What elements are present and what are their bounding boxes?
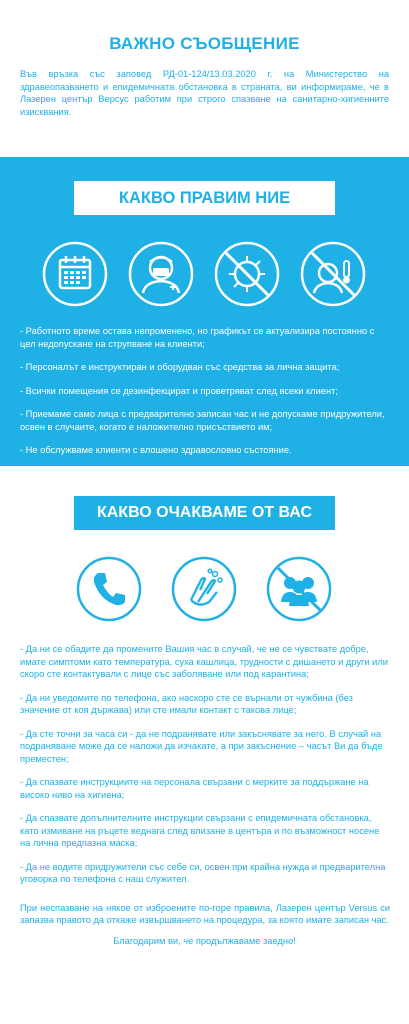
list-item: - Персоналът е инструктиран и оборудван със средства за лична защита; xyxy=(20,362,340,372)
what-we-expect-list xyxy=(20,643,390,938)
closing-text: При неспазване на някое от изброените по-горе правила, Лазерен център Versus си запазва правото да откаже извършването на процедура, за която имате записан час. xyxy=(20,902,390,925)
what-we-expect-banner: КАКВО ОЧАКВАМЕ ОТ ВАС xyxy=(74,496,335,530)
list-item: - Да ни се обадите да промените Вашия час в случай, че не се чувствате добре, имате симптоми като температура, суха кашлица, трудности с дишането и други или скоро сте контактували с лице със заболяване или под карантина; xyxy=(20,644,388,679)
no-virus-icon xyxy=(214,241,280,307)
thanks-text: Благодарим ви, че продължаваме заедно! xyxy=(113,936,296,946)
what-we-do-banner: КАКВО ПРАВИМ НИЕ xyxy=(74,181,335,215)
masked-doctor-icon xyxy=(128,241,194,307)
list-item: - Да спазвате инструкциите на персонала свързани с мерките за поддържане на високо ниво на хигиена; xyxy=(20,777,369,800)
what-we-do-section xyxy=(0,157,409,466)
calendar-icon xyxy=(42,241,108,307)
list-item: - Да спазвате допълнителните инструкции свързани с епидемичната обстановка, като измиване на ръцете веднага след влизане в центъра и по възможност носене на лична предпазна маска; xyxy=(20,813,380,848)
list-item: - Да ни уведомите по телефона, ако наскоро сте се върнали от чужбина (без значение от коя държава) или сте имали контакт с такова лице; xyxy=(20,692,353,715)
header-section xyxy=(0,0,409,118)
list-item: - Работното време остава непроменено, но графикът се актуализира постоянно с цел недопускане на струпване на клиенти; xyxy=(20,326,375,349)
page-title: ВАЖНО СЪОБЩЕНИЕ xyxy=(109,34,300,53)
list-item: - Приемаме само лица с предварително записан час и не допускаме придружители, освен в случаите, когато е наложително присъствието им; xyxy=(20,409,385,432)
list-item: - Всички помещения се дезинфекцират и проветряват след всеки клиент; xyxy=(20,385,338,396)
hand-washing-icon xyxy=(171,556,237,622)
no-group-icon xyxy=(266,556,332,622)
list-item: - Да не водите придружители със себе си, освен при крайна нужда и предварителна уговорка по телефона с наш служител. xyxy=(20,861,386,884)
intro-text: Във връзка със заповед РД-01-124/13.03.2020 г. на Министерство на здравеопазването и епидемичната обстановка в страната, ви информираме, че в Лазерен център Версус работим при строго спазване на санитарно-хигиенните изисквания. xyxy=(20,69,389,117)
phone-icon xyxy=(76,556,142,622)
list-item: - Да сте точни за часа си - да не подранявате или закъснявате за него. В случай на подраняване може да се наложи да изчакате, а при закъснение – часът Ви да бъде преместен; xyxy=(20,728,383,764)
what-we-expect-icons xyxy=(0,556,409,628)
list-item: - Не обслужваме клиенти с влошено здравословно състояние. xyxy=(20,445,292,455)
what-we-do-icons xyxy=(0,241,409,313)
no-fever-icon xyxy=(300,241,366,307)
what-we-do-list xyxy=(20,325,390,468)
